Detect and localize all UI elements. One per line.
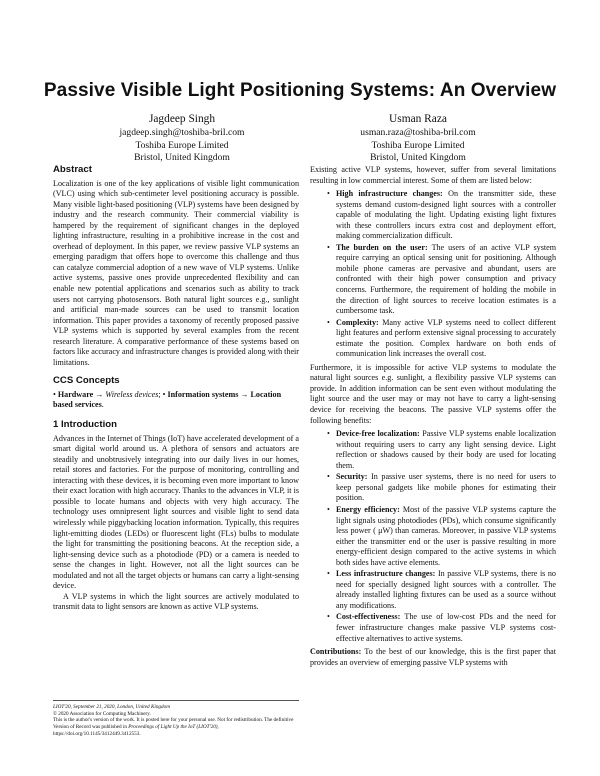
bullet-icon: • <box>327 429 330 439</box>
footnote-doi: , https://doi.org/10.1145/3412449.3412553. <box>53 724 219 737</box>
bullet-icon: • <box>327 612 330 622</box>
item-text: Many active VLP systems need to collect different light features and perform extensive signal processing to accurately estimate the position. Complex hardware on both ends of communication link increases the overall cost. <box>336 317 556 359</box>
item-text: The users of an active VLP system require carrying an optical sensing unit for positioning. Although mobile phone cameras are pervasive and abundant, users are confronted with their high power consumption and privacy concerns. Furthermore, the requirement of holding the mobile in the direction of light sources to receive location estimates is a cumbersome task. <box>336 242 556 316</box>
limitations-intro: Existing active VLP systems, however, suffer from several limitations resulting in low commercial interest. Some of them are listed below: <box>310 165 556 185</box>
footnote-notice-text: This is the author's version of the work. It is posted here for your personal use. Not for redistribution. The definitive Version of Record was published in <box>53 717 294 731</box>
item-label: Security: <box>336 472 368 482</box>
author-name: Jagdeep Singh <box>148 113 216 125</box>
list-item <box>327 317 556 360</box>
contributions-text: To the best of our knowledge, this is the first paper that provides an overview of emerging passive VLP systems with <box>310 647 556 667</box>
item-label: Less infrastructure changes: <box>336 569 436 579</box>
list-item <box>327 472 556 504</box>
ccs-hardware: Hardware <box>57 389 94 399</box>
author-email: jagdeep.singh@toshiba-bril.com <box>119 127 245 138</box>
ccs-separator: ; <box>158 389 161 399</box>
footnote-notice <box>53 717 299 737</box>
ccs-bullet: • <box>162 389 166 399</box>
footnote-copyright: © 2020 Association for Computing Machinery. <box>53 710 151 717</box>
item-label: The burden on the user: <box>336 242 428 252</box>
right-column <box>310 165 556 668</box>
abstract-heading: Abstract <box>53 164 92 175</box>
footnote-proceedings: Proceedings of Light Up the IoT (LIOT'20) <box>128 724 218 731</box>
author-email: usman.raza@toshiba-bril.com <box>360 127 476 138</box>
ccs-arrow: → <box>240 389 249 399</box>
copyright-footnote <box>53 700 299 738</box>
contributions-paragraph <box>310 647 556 668</box>
author-location: Bristol, United Kingdom <box>370 152 466 163</box>
item-text: Passive VLP systems enable localization without requiring users to carry any light sensing device. Light reflection or shadows caused by their body are used for locating them. <box>336 429 556 470</box>
list-item <box>327 569 556 611</box>
footnote-venue: LIOT'20, September 21, 2020, London, United Kingdom <box>53 704 170 710</box>
list-item <box>327 612 556 644</box>
contributions-label: Contributions: <box>310 647 362 657</box>
item-label: Cost-effectiveness: <box>336 612 401 622</box>
ccs-location-based-services: Location based services <box>53 389 282 410</box>
ccs-concepts <box>53 390 299 411</box>
ccs-heading: CCS Concepts <box>53 375 120 387</box>
introduction-heading: 1 Introduction <box>53 419 117 431</box>
limitations-list <box>310 189 556 360</box>
item-label: High infrastructure changes: <box>336 189 443 199</box>
author-block-2 <box>308 112 528 165</box>
author-name: Usman Raza <box>389 113 447 125</box>
benefits-list <box>310 429 556 644</box>
item-label: Complexity: <box>336 317 379 327</box>
author-block-1 <box>72 112 292 165</box>
ccs-wireless-devices: Wireless devices <box>105 389 159 399</box>
bullet-icon: • <box>327 569 330 579</box>
benefits-intro: Furthermore, it is impossible for active VLP systems to modulate the natural light sources e.g. sunlight, a flexibility passive VLP systems can provide. In addition information can be sent even without modulating the light source and the user may or may not have to carry a light-sensing device for receiving the beacons. The passive VLP systems offer the following benefits: <box>310 362 556 425</box>
bullet-icon: • <box>327 189 330 199</box>
ccs-arrow: → <box>95 389 104 399</box>
ccs-bullet: • <box>53 389 56 399</box>
left-column <box>53 165 299 613</box>
intro-paragraph-1: Advances in the Internet of Things (IoT) have accelerated development of a smart digital world around us. A plethora of sensors and actuators are steadily and unobtrusively integrating into our daily lives in our homes, retail stores and factories. For the purpose of monitoring, controlling and interacting with these devices, it is becoming even more important to know their exact location with high accuracy. Thanks to the advances in VLP, it is possible to locate humans and objects with very high accuracy. The technology uses omnipresent light sources and visible light to send data wirelessly while piggybacking location information. Typically, this requires light-emitting diodes (LEDs) or fluorescent light (FLs) bulbs to modulate the light for transmitting the positioning beacons. At the reception side, a light-sensing device such as a photodiode (PD) or a camera is needed to sense the changes in light. However, not all the light sources can be modulated and not all the target objects or humans can carry a light-sensing device. <box>53 433 299 591</box>
bullet-icon: • <box>327 317 330 327</box>
paper-title: Passive Visible Light Positioning Systems: An Overview <box>43 80 557 101</box>
abstract-text: Localization is one of the key applications of visible light communication (VLC) using which sub-centimeter level positioning accuracy is possible. Many visible light-based positioning (VLP) systems have been designed by industry and the research community. Their commercial viability is hampered by the requirement of significant changes in the deployed lighting infrastructure, resulting in a prohibitive increase in the cost and overhead of deployment. In this paper, we review passive VLP systems an emerging paradigm that offers hope to overcome this challenge and thus can catalyze commercial adoption of a new wave of VLP systems. Unlike active systems, passive ones provide unprecedented flexibility and can enable new potential applications and scenarios such as ability to track users not carrying photosensors. Both natural light sources e.g., sunlight and artificial man-made sources can be used to transmit location information. This paper provides a taxonomy of recently proposed passive VLP systems which is supported by several examples from the recent research literature. A comparative performance of these systems based on factors like accuracy and infrastructure changes is provided along with their limitations. <box>53 178 299 367</box>
list-item <box>327 429 556 471</box>
item-text: In passive VLP systems, there is no need for specially designed light sources with a controller. The already installed lighting fixtures can be used as a source without any modifications. <box>336 569 556 610</box>
ccs-end: . <box>101 400 104 410</box>
list-item <box>327 504 556 568</box>
item-text: On the transmitter side, these systems demand custom-designed light sources with a controller capable of modulating the light. Updating existing light fixtures with these controllers incurs extra cost and deployment effort, making commercialization difficult. <box>336 189 556 241</box>
item-text: The use of low-cost PDs and the need for fewer infrastructure changes make passive VLP systems cost-effective alternatives to active systems. <box>336 612 556 643</box>
item-label: Device-free localization: <box>336 429 420 439</box>
author-location: Bristol, United Kingdom <box>134 152 230 163</box>
item-text: Most of the passive VLP systems capture the light signals using photodiodes (PDs), which consume significantly less power ( μW) than cameras. Moreover, in passive VLP systems either the transmitter end or the user is passive resulting in more energy-efficient design compared to the active systems in which both sides have active elements. <box>336 504 556 567</box>
intro-paragraph-2: A VLP systems in which the light sources are actively modulated to transmit data to light sensors are known as active VLP systems. <box>53 591 299 612</box>
list-item <box>327 189 556 242</box>
bullet-icon: • <box>327 472 330 482</box>
bullet-icon: • <box>327 242 330 252</box>
ccs-information-systems: Information systems <box>167 389 239 399</box>
author-org: Toshiba Europe Limited <box>371 139 465 151</box>
bullet-icon: • <box>327 504 330 514</box>
item-label: Energy efficiency: <box>336 504 400 514</box>
list-item <box>327 242 556 317</box>
item-text: In passive user systems, there is no need for users to keep personal gadgets like mobile phones for estimating their position. <box>336 472 556 503</box>
author-org: Toshiba Europe Limited <box>135 139 229 151</box>
